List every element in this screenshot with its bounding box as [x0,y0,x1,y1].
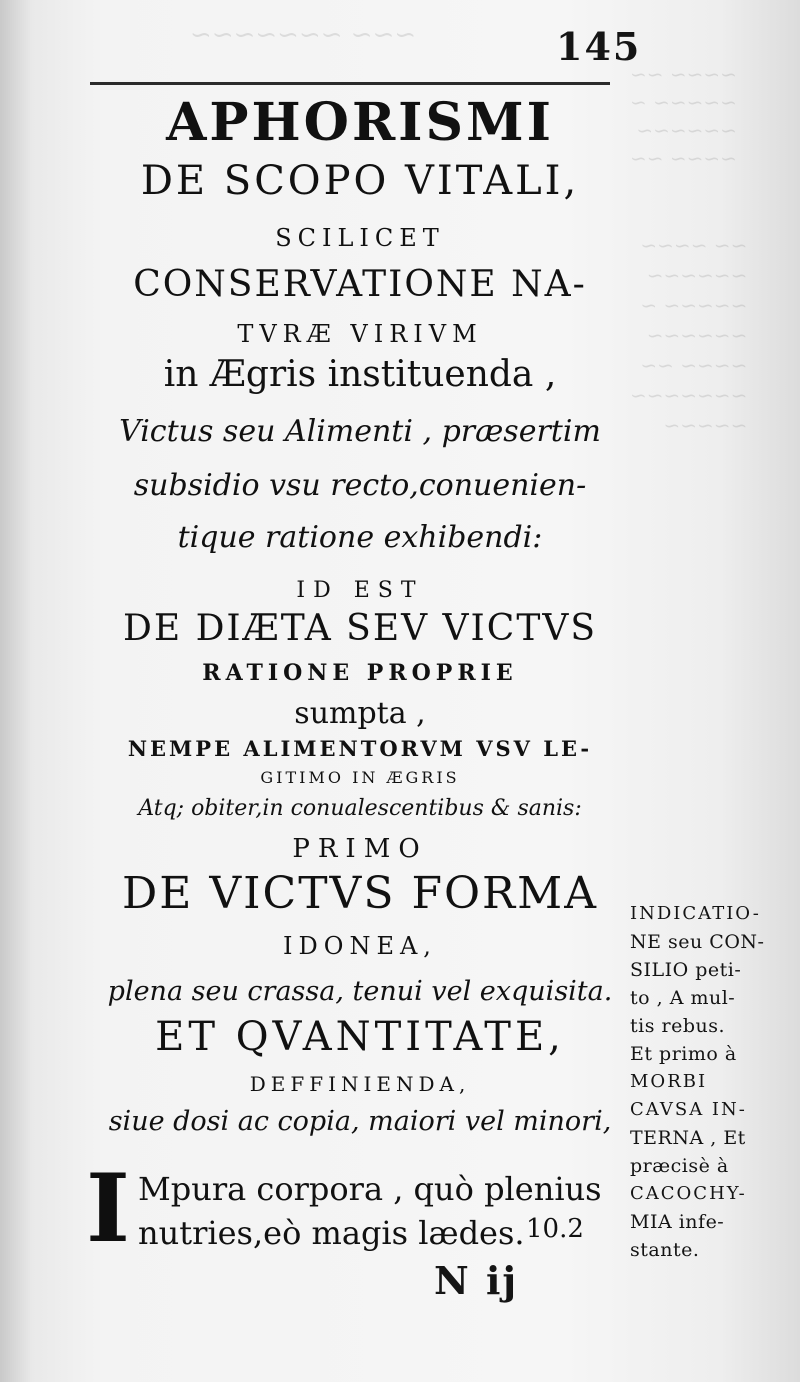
title-line-4: TVRÆ VIRIVM [237,320,483,348]
title-line-12: sumpta , [294,696,426,731]
margin-note-line: NE seu CON- [630,931,765,953]
title-line-0: APHORISMI [166,92,554,153]
show-through-texture: ~~ ~~~~ ~~~~~~ ~~~~~ ~ ~~~~~~ ~~~~ ~~ ~~~~~~~ ~~~~~ [630,233,748,437]
title-line-3: CONSERVATIONE NA- [133,264,587,305]
title-line-16: PRIMO [292,834,428,864]
aphorism-reference: 10.2 [526,1214,584,1244]
title-line-22: siue dosi ac copia, maiori vel minori, [108,1106,612,1137]
margin-note-line: præcisè à [630,1155,729,1177]
margin-note-line: MIA infe- [630,1211,725,1233]
title-line-5: in Ægris instituenda , [163,354,557,395]
title-line-21: DEFFINIENDA, [249,1072,471,1096]
title-line-1: DE SCOPO VITALI, [140,158,580,204]
margin-note [630,900,770,1264]
margin-note-line: MORBI [630,1071,708,1092]
show-through-texture: ~~~~ ~~ ~~~~~ ~ ~~~~~~ ~~~~ ~~ [630,62,737,170]
title-line-8: tique ratione exhibendi: [177,520,543,555]
margin-note-line: Et primo à [630,1043,737,1065]
aphorism-line-2: nutries,eò magis lædes. [138,1214,525,1252]
margin-note-line: CAVSA IN- [630,1099,747,1120]
show-through-texture: ~~~ ~~~~~~~ [190,20,417,50]
title-line-9: ID EST [296,578,424,603]
margin-note-line: INDICATIO- [630,903,761,924]
margin-note-line: stante. [630,1239,700,1261]
margin-note-line: CACOCHY- [630,1183,747,1204]
page-number: 145 [556,24,642,69]
title-line-18: IDONEA, [283,932,437,960]
title-line-17: DE VICTVS FORMA [121,868,598,919]
drop-cap: I [86,1154,130,1264]
margin-note-line: TERNA , Et [630,1127,746,1149]
header-rule [90,82,610,85]
title-line-19: plena seu crassa, tenui vel exquisita. [107,976,613,1007]
signature-mark: N ij [434,1258,519,1303]
margin-note-line: SILIO peti- [630,959,742,981]
aphorism-line-1: Mpura corpora , quò plenius [138,1170,602,1208]
title-line-6: Victus seu Alimenti , præsertim [119,414,601,449]
margin-note-line: tis rebus. [630,1015,726,1037]
title-line-7: subsidio vsu recto,conuenien- [133,468,587,503]
title-line-14: GITIMO IN ÆGRIS [260,768,460,787]
title-line-20: ET QVANTITATE, [155,1014,565,1060]
margin-note-line: to , A mul- [630,987,736,1009]
title-line-10: DE DIÆTA SEV VICTVS [122,608,597,649]
title-line-15: Atq; obiter,in conualescentibus & sanis: [138,796,582,821]
title-line-11: RATIONE PROPRIE [202,660,518,686]
title-line-13: NEMPE ALIMENTORVM VSV LE- [127,736,593,761]
title-line-2: SCILICET [275,224,445,252]
